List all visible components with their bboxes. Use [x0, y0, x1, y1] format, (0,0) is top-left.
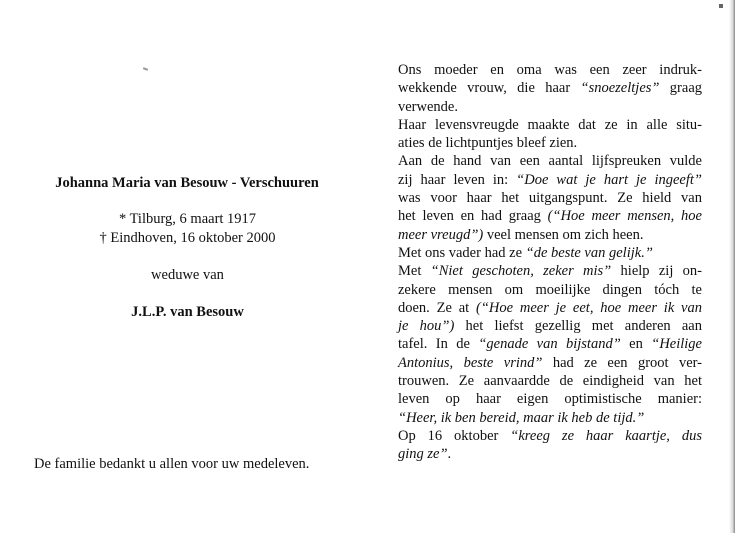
- birth-line: * Tilburg, 6 maart 1917: [118, 211, 257, 227]
- widow-label: weduwe van: [151, 267, 224, 283]
- text-line: meer vreugd”) veel mensen om zich heen.: [398, 226, 644, 243]
- text-line: leven op haar eigen optimistische manier:: [398, 391, 702, 408]
- memorial-text: [398, 61, 702, 464]
- deceased-name: Johanna Maria van Besouw - Verschuuren: [55, 175, 319, 191]
- text-line: zekere mensen om moeilijke dingen tóch te: [398, 281, 702, 298]
- text-line: zij haar leven in: “Doe wat je hart je ingeeft”: [398, 171, 702, 188]
- text-line: Met ons vader had ze “de beste van gelijk.”: [398, 244, 653, 261]
- text-line: verwende.: [398, 98, 458, 115]
- corner-mark: [719, 4, 723, 8]
- text-line: je hou”) het liefst gezellig met anderen aan: [398, 318, 702, 335]
- paper-speck: [143, 67, 148, 71]
- spouse-name: J.L.P. van Besouw: [131, 304, 244, 320]
- text-line: Ons moeder en oma was een zeer indruk-: [398, 62, 702, 78]
- scan-edge: [729, 0, 735, 533]
- text-line: ging ze”.: [398, 446, 452, 463]
- thanks-line: De familie bedankt u allen voor uw medeleven.: [34, 456, 310, 472]
- text-line: “Heer, ik ben bereid, maar ik heb de tijd.”: [398, 409, 645, 426]
- text-line: trouwen. Ze aanvaardde de eindigheid van het: [398, 373, 702, 390]
- text-line: Haar levensvreugde maakte dat ze in alle situ-: [398, 116, 702, 133]
- text-line: Met “Niet geschoten, zeker mis” hielp zij on-: [398, 263, 702, 280]
- text-line: tafel. In de “genade van bijstand” en “Heilige: [398, 336, 702, 353]
- text-line: Aan de hand van een aantal lijfspreuken vulde: [398, 153, 702, 170]
- text-line: aties de lichtpuntjes bleef zien.: [398, 135, 578, 152]
- text-line: was voor haar het uitgangspunt. Ze hield van: [398, 190, 702, 207]
- death-line: † Eindhoven, 16 oktober 2000: [99, 230, 276, 246]
- text-line: Op 16 oktober “kreeg ze haar kaartje, dus: [398, 427, 702, 444]
- text-line: het leven en had graag (“Hoe meer mensen, hoe: [398, 208, 702, 225]
- text-line: Antonius, beste vrind” had ze een groot ver-: [398, 354, 702, 371]
- text-line: wekkende vrouw, die haar “snoezeltjes” graag: [398, 80, 703, 97]
- text-line: doen. Ze at (“Hoe meer je eet, hoe meer ik van: [398, 299, 702, 316]
